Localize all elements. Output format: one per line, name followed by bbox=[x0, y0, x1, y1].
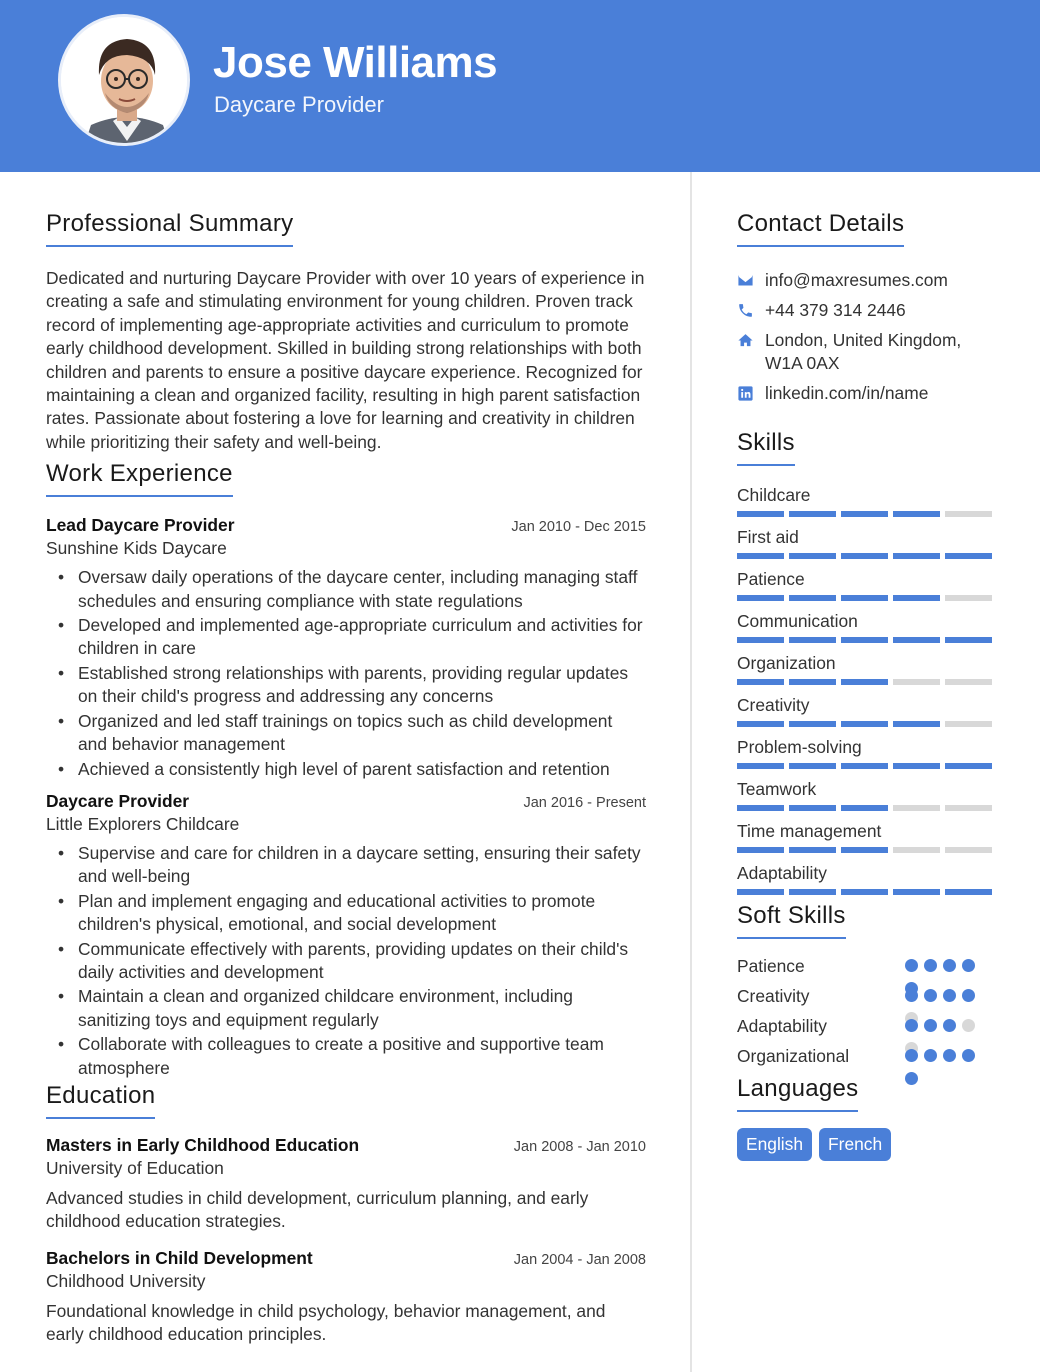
skill-level-segment bbox=[945, 763, 992, 769]
education-date: Jan 2004 - Jan 2008 bbox=[513, 1251, 646, 1268]
skill-item bbox=[737, 568, 999, 601]
skill-name: Teamwork bbox=[737, 779, 817, 799]
job-date: Jan 2010 - Dec 2015 bbox=[511, 519, 646, 536]
soft-skill-dot bbox=[924, 989, 937, 1002]
soft-skill-dot bbox=[905, 1072, 918, 1085]
skill-level-segment bbox=[893, 847, 940, 853]
languages-section bbox=[737, 1075, 999, 1161]
bullet-item: • Organized and led staff trainings on topics such as child development and behavior management bbox=[46, 710, 646, 757]
contact-phone[interactable] bbox=[737, 299, 999, 322]
skill-level-segment bbox=[945, 805, 992, 811]
skill-level-bars bbox=[737, 805, 999, 811]
phone-text: +44 379 314 2446 bbox=[765, 300, 906, 320]
skill-level-segment bbox=[893, 553, 940, 559]
phone-icon bbox=[737, 299, 765, 319]
skill-level-segment bbox=[789, 679, 836, 685]
soft-skill-dot bbox=[943, 1049, 956, 1062]
bullet-item: • Developed and implemented age-appropriate curriculum and activities for children in care bbox=[46, 614, 646, 661]
skill-level-segment bbox=[841, 553, 888, 559]
skill-level-segment bbox=[945, 637, 992, 643]
summary-text: Dedicated and nurturing Daycare Provider with over 10 years of experience in creating a safe and stimulating environment for young children. Proven track record of implementing age-appropriate activities and curriculum to promote early childhood development. Skilled in building strong relationships with both children and parents to ensure a positive daycare experience. Recognized for maintaining a clean and organized facility, resulting in high parent satisfaction rates. Passionate about fostering a love for learning and creativity in children while prioritizing their safety and well-being. bbox=[46, 268, 645, 452]
skill-item bbox=[737, 610, 999, 643]
skill-item bbox=[737, 778, 999, 811]
job-entry bbox=[46, 515, 646, 781]
education-description: Advanced studies in child development, curriculum planning, and early childhood education strategies. bbox=[46, 1187, 589, 1232]
skill-name: Childcare bbox=[737, 485, 811, 505]
skill-level-segment bbox=[893, 511, 940, 517]
education-entry bbox=[46, 1135, 646, 1234]
bullet-item: • Established strong relationships with parents, providing regular updates on their child's progress and addressing any concerns bbox=[46, 662, 646, 709]
job-date: Jan 2016 - Present bbox=[523, 794, 646, 811]
skill-level-segment bbox=[789, 763, 836, 769]
skill-item bbox=[737, 862, 999, 895]
skill-level-segment bbox=[789, 847, 836, 853]
soft-skill-dot bbox=[924, 1049, 937, 1062]
school-name: University of Education bbox=[46, 1157, 224, 1178]
skill-level-segment bbox=[893, 637, 940, 643]
skill-level-segment bbox=[789, 553, 836, 559]
skill-level-segment bbox=[841, 847, 888, 853]
skill-level-segment bbox=[945, 595, 992, 601]
skill-level-segment bbox=[893, 721, 940, 727]
skill-level-segment bbox=[789, 637, 836, 643]
skill-name: Patience bbox=[737, 569, 805, 589]
degree-title: Bachelors in Child Development bbox=[46, 1247, 313, 1268]
skill-item bbox=[737, 694, 999, 727]
avatar bbox=[58, 14, 190, 146]
skill-level-segment bbox=[737, 595, 784, 601]
soft-skill-dot bbox=[924, 959, 937, 972]
skill-name: Communication bbox=[737, 611, 858, 631]
job-bullets bbox=[46, 842, 646, 1080]
skill-level-segment bbox=[737, 637, 784, 643]
skill-level-segment bbox=[841, 889, 888, 895]
skill-level-bars bbox=[737, 595, 999, 601]
skill-level-bars bbox=[737, 721, 999, 727]
column-divider bbox=[690, 172, 692, 1372]
skill-level-segment bbox=[737, 679, 784, 685]
education-entry bbox=[46, 1248, 646, 1347]
soft-skill-dot bbox=[943, 959, 956, 972]
skill-level-segment bbox=[789, 889, 836, 895]
skill-item bbox=[737, 820, 999, 853]
skill-item bbox=[737, 526, 999, 559]
soft-skill-dot bbox=[924, 1019, 937, 1032]
section-title-experience: Work Experience bbox=[46, 460, 233, 497]
section-title-education: Education bbox=[46, 1082, 155, 1119]
skill-level-segment bbox=[893, 889, 940, 895]
section-title-contact: Contact Details bbox=[737, 210, 904, 247]
job-title: Daycare Provider bbox=[46, 790, 190, 811]
skill-level-bars bbox=[737, 637, 999, 643]
skill-level-bars bbox=[737, 889, 999, 895]
bullet-item: • Plan and implement engaging and educational activities to promote children's physical, emotional, and social development bbox=[46, 890, 646, 937]
soft-skill-dot bbox=[905, 989, 918, 1002]
language-badge: French bbox=[819, 1128, 891, 1161]
skill-level-segment bbox=[841, 805, 888, 811]
skill-level-segment bbox=[841, 721, 888, 727]
skill-level-segment bbox=[841, 637, 888, 643]
skill-level-segment bbox=[893, 805, 940, 811]
section-title-summary: Professional Summary bbox=[46, 210, 293, 247]
section-title-languages: Languages bbox=[737, 1075, 858, 1112]
degree-title: Masters in Early Childhood Education bbox=[46, 1134, 360, 1155]
education-description: Foundational knowledge in child psychology, behavior management, and early childhood education principles. bbox=[46, 1300, 606, 1345]
skill-level-bars bbox=[737, 679, 999, 685]
skill-name: Problem-solving bbox=[737, 737, 862, 757]
soft-skill-item bbox=[737, 1011, 999, 1041]
contact-section bbox=[737, 210, 999, 405]
skill-level-segment bbox=[945, 889, 992, 895]
candidate-name: Jose Williams bbox=[213, 38, 498, 87]
skill-level-segment bbox=[737, 553, 784, 559]
summary-section bbox=[46, 210, 646, 454]
skill-level-segment bbox=[841, 595, 888, 601]
soft-skill-name: Patience bbox=[737, 956, 805, 976]
skill-level-bars bbox=[737, 511, 999, 517]
skill-level-segment bbox=[841, 679, 888, 685]
job-company: Sunshine Kids Daycare bbox=[46, 538, 227, 559]
skill-item bbox=[737, 484, 999, 517]
soft-skill-dots bbox=[905, 1049, 977, 1085]
contact-address bbox=[737, 329, 999, 375]
resume-header bbox=[0, 0, 1040, 172]
skill-level-segment bbox=[893, 679, 940, 685]
candidate-role: Daycare Provider bbox=[214, 92, 384, 117]
section-title-skills: Skills bbox=[737, 429, 795, 466]
education-section bbox=[46, 1082, 646, 1347]
skill-level-segment bbox=[841, 511, 888, 517]
skill-name: Adaptability bbox=[737, 863, 827, 883]
soft-skills-list bbox=[737, 951, 999, 1071]
contact-email[interactable] bbox=[737, 269, 999, 292]
linkedin-text: linkedin.com/in/name bbox=[765, 383, 929, 403]
skill-level-segment bbox=[945, 721, 992, 727]
bullet-item: • Maintain a clean and organized childcare environment, including sanitizing toys and equipment regularly bbox=[46, 985, 646, 1032]
main-column bbox=[46, 210, 646, 1347]
address-line-1: London, United Kingdom, bbox=[765, 330, 962, 350]
section-title-soft-skills: Soft Skills bbox=[737, 902, 846, 939]
job-title: Lead Daycare Provider bbox=[46, 515, 235, 536]
skill-level-segment bbox=[737, 721, 784, 727]
skill-item bbox=[737, 736, 999, 769]
soft-skill-item bbox=[737, 951, 999, 981]
skill-level-segment bbox=[945, 679, 992, 685]
skill-level-segment bbox=[737, 805, 784, 811]
skill-name: Organization bbox=[737, 653, 836, 673]
skill-level-bars bbox=[737, 847, 999, 853]
soft-skill-dot bbox=[962, 959, 975, 972]
contact-linkedin[interactable] bbox=[737, 382, 999, 405]
skills-section bbox=[737, 429, 999, 895]
soft-skill-dot bbox=[962, 1019, 975, 1032]
bullet-item: • Achieved a consistently high level of parent satisfaction and retention bbox=[46, 758, 646, 781]
soft-skill-dot bbox=[962, 989, 975, 1002]
soft-skill-dot bbox=[905, 1049, 918, 1062]
sidebar-column bbox=[737, 210, 999, 1161]
skill-level-segment bbox=[737, 763, 784, 769]
skill-name: First aid bbox=[737, 527, 799, 547]
skill-name: Creativity bbox=[737, 695, 810, 715]
languages-list bbox=[737, 1128, 999, 1161]
envelope-icon bbox=[737, 269, 765, 289]
soft-skill-dot bbox=[905, 959, 918, 972]
soft-skill-name: Adaptability bbox=[737, 1016, 827, 1036]
soft-skill-name: Organizational bbox=[737, 1046, 850, 1066]
skill-level-segment bbox=[841, 763, 888, 769]
bullet-item: • Communicate effectively with parents, providing updates on their child's daily activities and development bbox=[46, 938, 646, 985]
home-icon bbox=[737, 329, 765, 349]
email-text: info@maxresumes.com bbox=[765, 270, 948, 290]
bullet-item: • Oversaw daily operations of the daycare center, including managing staff schedules and ensuring compliance with state regulations bbox=[46, 566, 646, 613]
soft-skill-dot bbox=[962, 1049, 975, 1062]
skill-level-segment bbox=[737, 889, 784, 895]
skill-level-bars bbox=[737, 763, 999, 769]
skill-level-segment bbox=[893, 763, 940, 769]
skill-level-segment bbox=[737, 847, 784, 853]
skill-level-segment bbox=[737, 511, 784, 517]
linkedin-icon bbox=[737, 382, 765, 402]
skill-level-segment bbox=[945, 847, 992, 853]
school-name: Childhood University bbox=[46, 1270, 206, 1291]
skills-list bbox=[737, 484, 999, 895]
soft-skill-item bbox=[737, 1041, 999, 1071]
soft-skills-section bbox=[737, 902, 999, 1071]
skill-level-segment bbox=[945, 553, 992, 559]
soft-skill-dot bbox=[943, 989, 956, 1002]
skill-item bbox=[737, 652, 999, 685]
profile-photo bbox=[61, 17, 190, 146]
education-date: Jan 2008 - Jan 2010 bbox=[513, 1138, 646, 1155]
skill-level-segment bbox=[789, 721, 836, 727]
skill-level-segment bbox=[945, 511, 992, 517]
skill-level-segment bbox=[789, 511, 836, 517]
skill-level-bars bbox=[737, 553, 999, 559]
skill-level-segment bbox=[893, 595, 940, 601]
soft-skill-item bbox=[737, 981, 999, 1011]
soft-skill-dot bbox=[905, 1019, 918, 1032]
skill-level-segment bbox=[789, 595, 836, 601]
soft-skill-name: Creativity bbox=[737, 986, 810, 1006]
language-badge: English bbox=[737, 1128, 812, 1161]
skill-level-segment bbox=[789, 805, 836, 811]
job-entry bbox=[46, 791, 646, 1080]
experience-section bbox=[46, 460, 646, 1080]
skill-name: Time management bbox=[737, 821, 882, 841]
bullet-item: • Supervise and care for children in a daycare setting, ensuring their safety and well-being bbox=[46, 842, 646, 889]
job-bullets bbox=[46, 566, 646, 781]
address-line-2: W1A 0AX bbox=[765, 353, 840, 373]
job-company: Little Explorers Childcare bbox=[46, 813, 240, 834]
bullet-item: • Collaborate with colleagues to create a positive and supportive team atmosphere bbox=[46, 1033, 646, 1080]
soft-skill-dot bbox=[943, 1019, 956, 1032]
